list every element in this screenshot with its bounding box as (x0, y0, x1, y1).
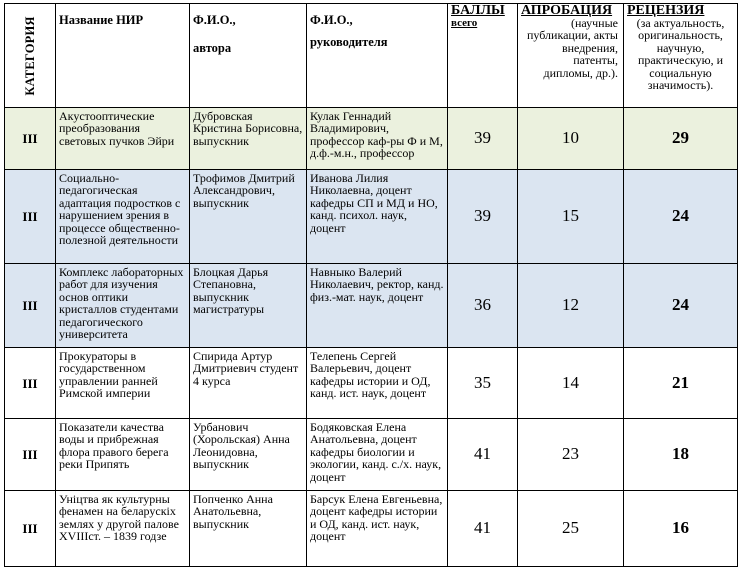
row-approbation: 15 (518, 170, 624, 264)
row-supervisor: Бодяковская Елена Анатольевна, доцент кафедры биологии и экологии, канд. с./х. наук, доцент (307, 419, 448, 491)
row-supervisor: Иванова Лилия Николаевна, доцент кафедры СП и МД и НО, канд. психол. наук, доцент (307, 170, 448, 264)
table-row (5, 491, 738, 567)
header-row (5, 4, 738, 108)
table-row (5, 264, 738, 348)
row-name: Показатели качества воды и прибрежная флора правого берега реки Припять (56, 419, 190, 491)
research-table-container (4, 3, 737, 567)
table-row (5, 419, 738, 491)
header-supervisor: Ф.И.О., руководителя (307, 4, 448, 108)
row-author: Дубровская Кристина Борисовна, выпускник (190, 108, 307, 170)
row-name: Акустооптические преобразования световых пучков Эйри (56, 108, 190, 170)
row-author: Блоцкая Дарья Степановна, выпускник магистратуры (190, 264, 307, 348)
row-review: 18 (624, 419, 738, 491)
header-author: Ф.И.О., автора (190, 4, 307, 108)
row-category: III (5, 264, 56, 348)
row-review: 24 (624, 264, 738, 348)
header-approbation: АПРОБАЦИЯ (научные публикации, акты внедрения, патенты, дипломы, др.). (518, 4, 624, 108)
row-review: 29 (624, 108, 738, 170)
row-review: 21 (624, 348, 738, 419)
row-approbation: 12 (518, 264, 624, 348)
row-category: III (5, 108, 56, 170)
row-category: III (5, 170, 56, 264)
row-supervisor: Барсук Елена Евгеньевна, доцент кафедры истории и ОД, канд. ист. наук, доцент (307, 491, 448, 567)
table-row (5, 170, 738, 264)
row-author: Спирида Артур Дмитриевич студент 4 курса (190, 348, 307, 419)
header-category: КАТЕГОРИЯ (5, 4, 56, 108)
row-supervisor: Телепень Сергей Валерьевич, доцент кафедры истории и ОД, канд. ист. наук, доцент (307, 348, 448, 419)
row-category: III (5, 419, 56, 491)
row-approbation: 10 (518, 108, 624, 170)
header-score: БАЛЛЫ всего (448, 4, 518, 108)
row-name: Уніцтва як культурны фенамен на беларускіх землях у другой палове XVIIIст. – 1839 годзе (56, 491, 190, 567)
table-row (5, 108, 738, 170)
row-author: Урбанович (Хорольская) Анна Леонидовна, выпускник (190, 419, 307, 491)
row-score: 41 (448, 491, 518, 567)
row-review: 16 (624, 491, 738, 567)
row-supervisor: Навныко Валерий Николаевич, ректор, канд. физ.-мат. наук, доцент (307, 264, 448, 348)
table-row (5, 348, 738, 419)
row-supervisor: Кулак Геннадий Владимирович, профессор каф-ры Ф и М, д.ф.-м.н., профессор (307, 108, 448, 170)
header-review: РЕЦЕНЗИЯ (за актуальность, оригинальность, научную, практическую, и социальную значимость). (624, 4, 738, 108)
row-score: 39 (448, 108, 518, 170)
row-approbation: 25 (518, 491, 624, 567)
row-approbation: 14 (518, 348, 624, 419)
row-review: 24 (624, 170, 738, 264)
research-works-table (4, 3, 738, 567)
header-name: Название НИР (56, 4, 190, 108)
row-author: Трофимов Дмитрий Александрович, выпускник (190, 170, 307, 264)
row-name: Комплекс лабораторных работ для изучения основ оптики кристаллов студентами педагогического университета (56, 264, 190, 348)
row-score: 36 (448, 264, 518, 348)
row-name: Социально-педагогическая адаптация подростков с нарушением зрения в процессе общественно-полезной деятельности (56, 170, 190, 264)
row-approbation: 23 (518, 419, 624, 491)
row-author: Попченко Анна Анатольевна, выпускник (190, 491, 307, 567)
row-score: 41 (448, 419, 518, 491)
row-name: Прокураторы в государственном управлении ранней Римской империи (56, 348, 190, 419)
row-score: 39 (448, 170, 518, 264)
row-category: III (5, 348, 56, 419)
row-category: III (5, 491, 56, 567)
row-score: 35 (448, 348, 518, 419)
